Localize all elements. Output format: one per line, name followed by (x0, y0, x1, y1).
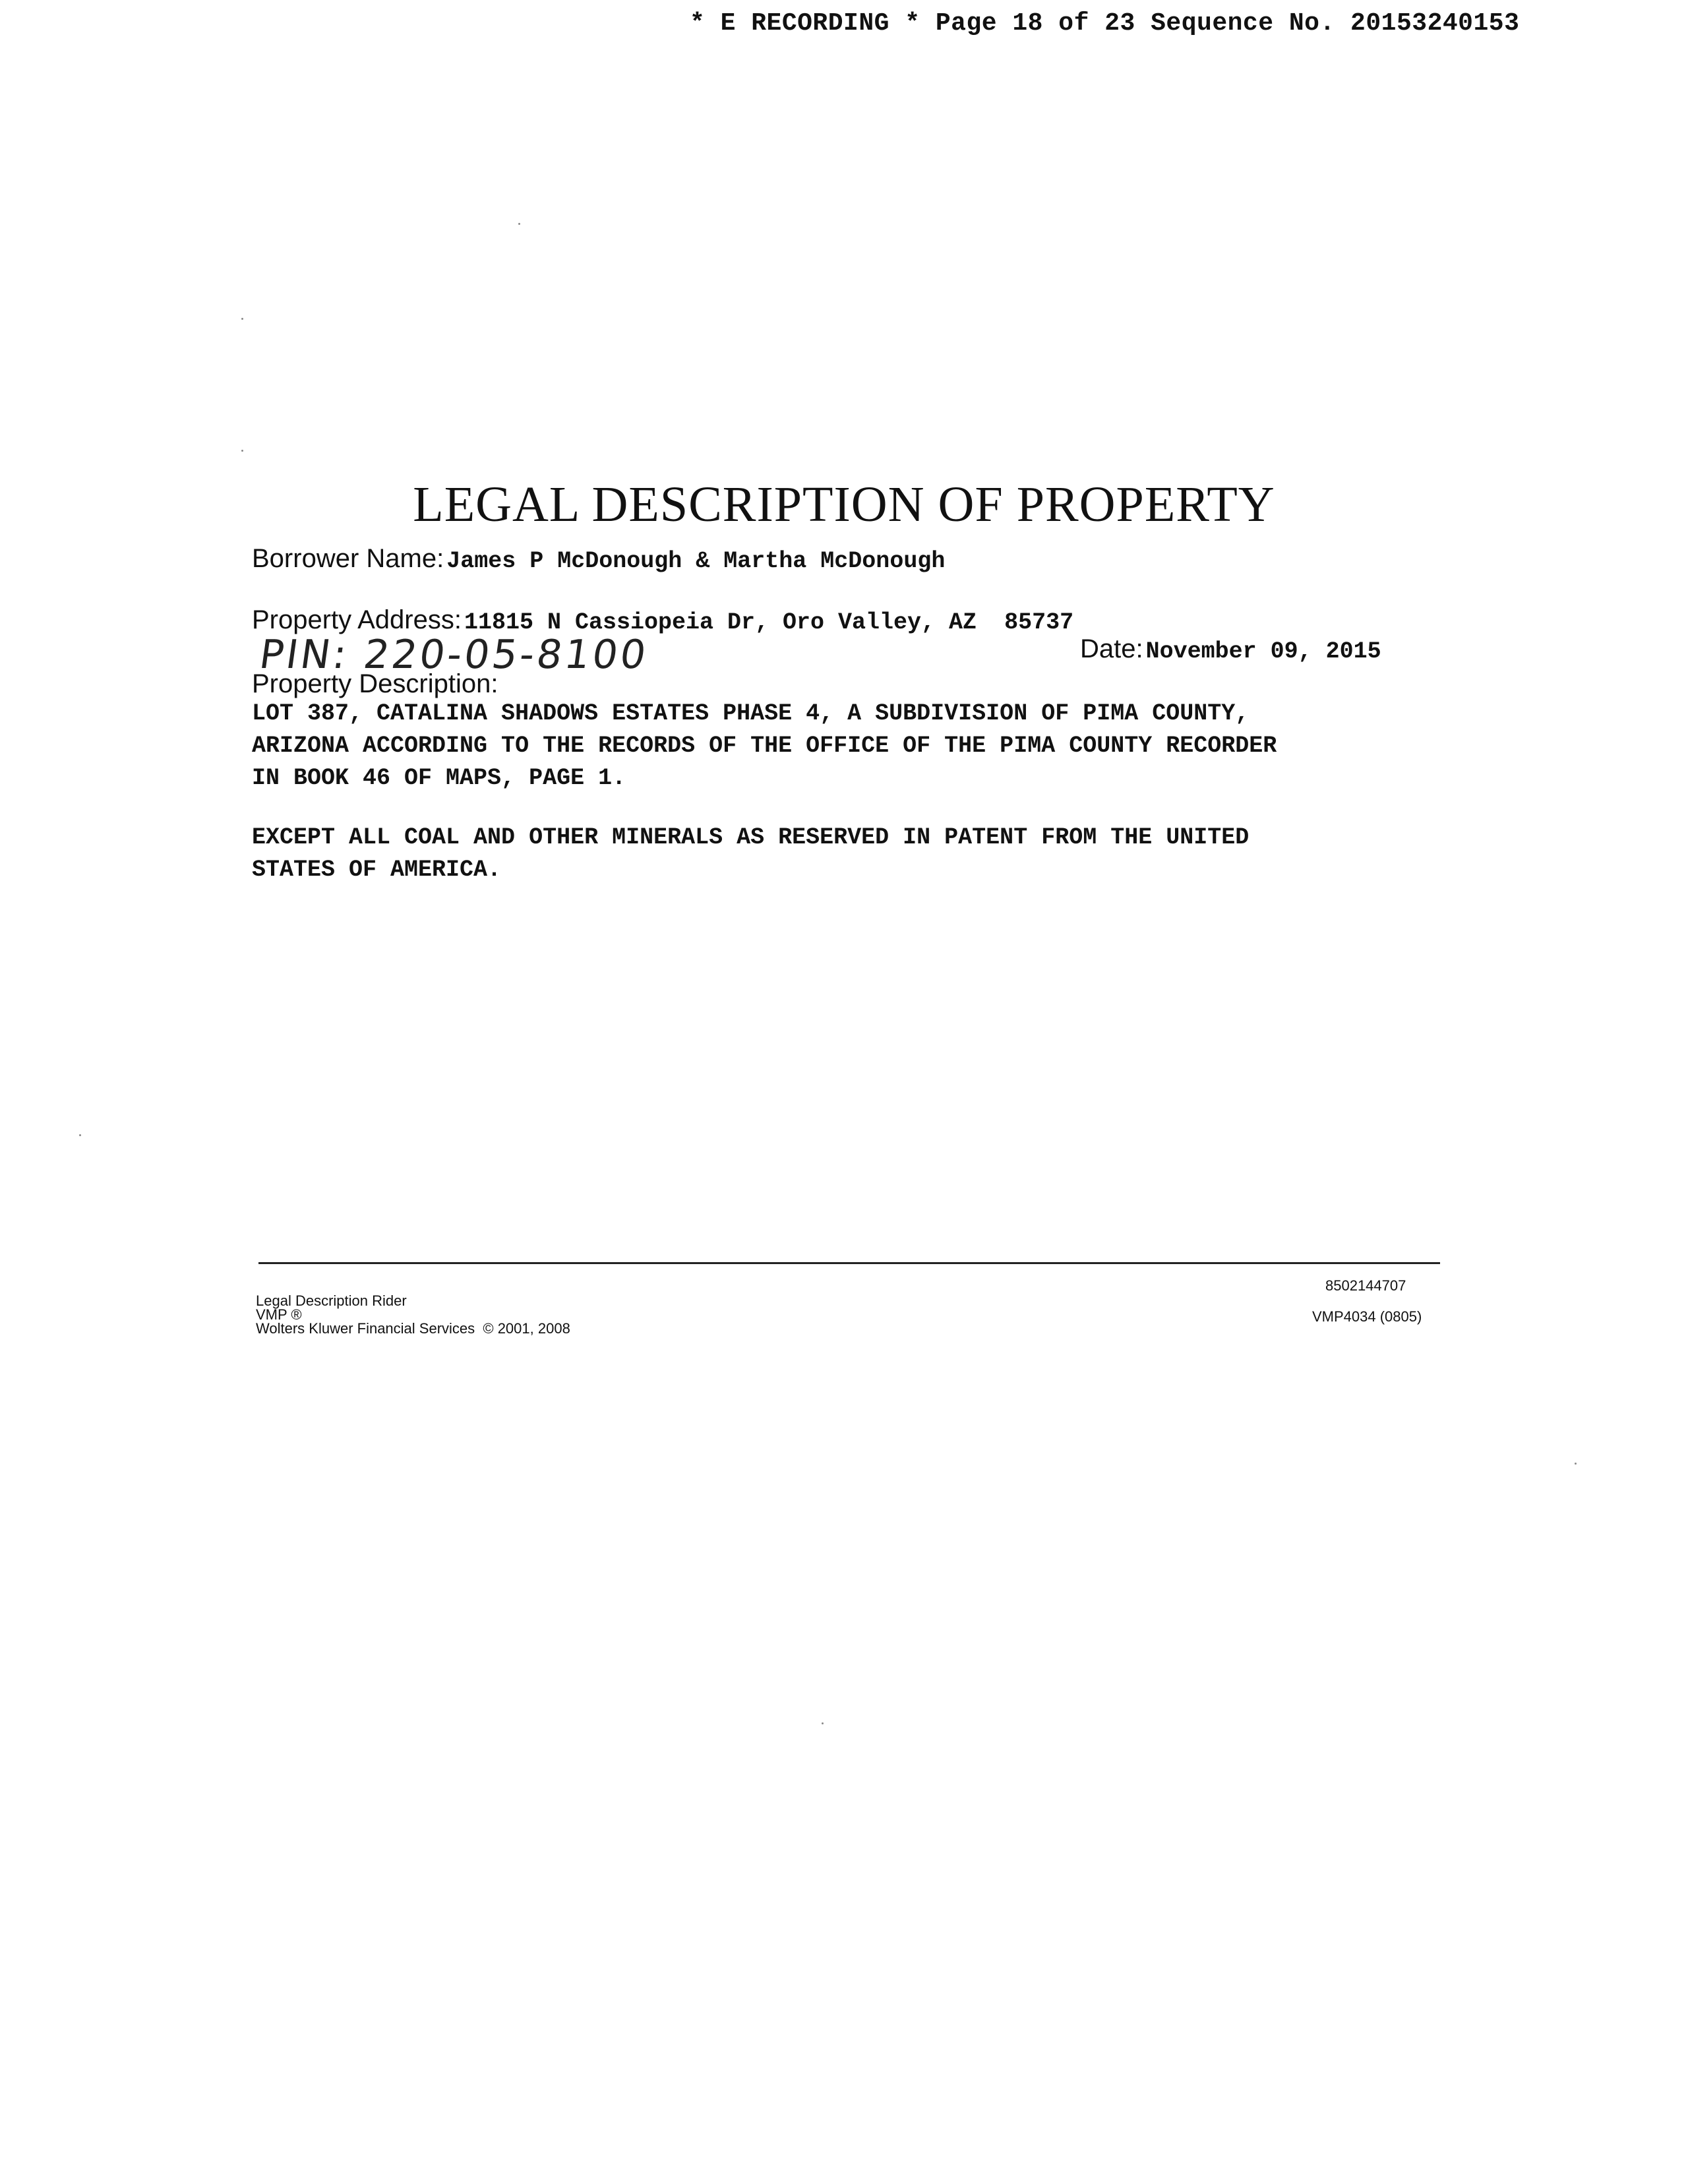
borrower-line (252, 544, 945, 574)
property-description-paragraph: EXCEPT ALL COAL AND OTHER MINERALS AS RESERVED IN PATENT FROM THE UNITED STATES OF AMERICA. (252, 824, 1250, 883)
loan-number: 8502144707 (1325, 1277, 1406, 1294)
scan-speck (1575, 1463, 1577, 1465)
handwritten-pin: PIN: 220-05-8100 (256, 632, 651, 678)
date-value: November 09, 2015 (1145, 638, 1381, 665)
scan-speck (79, 1134, 81, 1136)
recording-header: * E RECORDING * Page 18 of 23 Sequence No. 20153240153 (690, 9, 1520, 38)
scan-speck (822, 1722, 824, 1724)
scan-speck (241, 318, 243, 320)
borrower-label: Borrower Name: (252, 544, 444, 573)
document-title: LEGAL DESCRIPTION OF PROPERTY (413, 477, 1275, 532)
form-code: VMP4034 (0805) (1312, 1308, 1422, 1325)
scan-speck (518, 223, 520, 225)
footer-divider (258, 1262, 1440, 1264)
borrower-name: James P McDonough & Martha McDonough (446, 548, 946, 574)
property-description-label: Property Description: (252, 669, 498, 698)
scan-speck (241, 450, 243, 452)
date-label: Date: (1080, 634, 1143, 663)
footer-form-info (256, 1294, 570, 1335)
form-name: Legal Description Rider (256, 1292, 407, 1309)
publisher: Wolters Kluwer Financial Services © 2001, 2008 (256, 1320, 570, 1337)
property-address-value: 11815 N Cassiopeia Dr, Oro Valley, AZ 85737 (464, 609, 1074, 636)
vmp-mark: VMP ® (256, 1306, 302, 1323)
date-line (1080, 634, 1381, 665)
property-address-label: Property Address: (252, 605, 462, 634)
property-description-paragraph: LOT 387, CATALINA SHADOWS ESTATES PHASE 4, A SUBDIVISION OF PIMA COUNTY, ARIZONA ACCORDING TO THE RECORDS OF THE OFFICE OF THE PIMA COUNTY RECORDER IN BOOK 46 OF MAPS, PAGE 1. (252, 700, 1277, 791)
